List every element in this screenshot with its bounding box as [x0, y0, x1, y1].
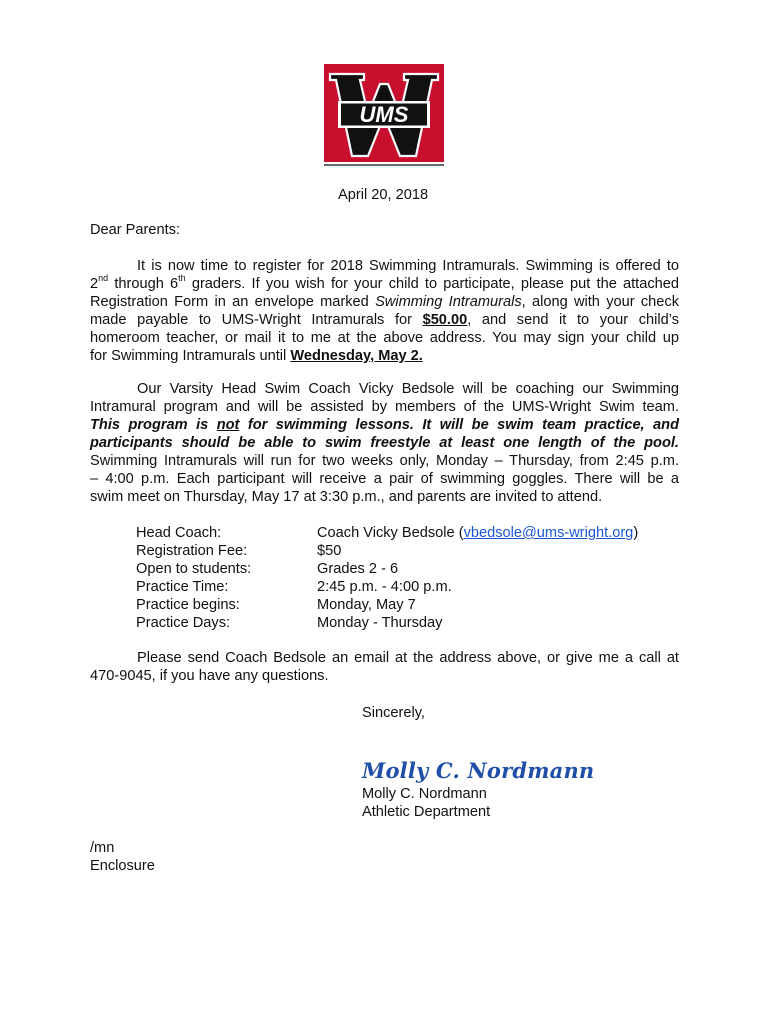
program-details: [136, 524, 638, 632]
practice-time-label: Practice Time:: [136, 579, 229, 595]
practice-begins-label: Practice begins:: [136, 597, 240, 613]
p1-line-2-start: 2: [90, 276, 99, 292]
not-emphasis: not: [216, 417, 240, 433]
ums-wright-logo: [324, 64, 444, 166]
fee-label: Registration Fee:: [136, 543, 248, 559]
p1-line-5: homeroom teacher, or mail it to me at the above address. You may sign your child up: [90, 330, 679, 346]
p1-line-4-start: made payable to UMS-Wright Intramurals for: [90, 312, 423, 328]
head-coach-value: [317, 524, 638, 542]
p1-line-2: [90, 275, 679, 293]
coach-email-link[interactable]: vbedsole@ums-wright.org: [463, 525, 634, 541]
open-to-value: Grades 2 - 6: [317, 561, 399, 577]
p2-line-6: – 4:00 p.m. Each participant will receive a pair of swimming goggles. There will be a: [90, 471, 679, 487]
detail-row-head-coach: [136, 524, 638, 542]
p2-line-3-end: for swimming lessons. It will be swim team practice, and: [239, 417, 679, 433]
p3-line-1: Please send Coach Bedsole an email at the address above, or give me a call at: [137, 650, 679, 666]
p1-sup-th: th: [178, 273, 186, 284]
typist-initials: /mn: [90, 840, 115, 856]
logo-text: UMS: [359, 102, 409, 127]
signature: Molly C. Nordmann: [362, 758, 595, 783]
practice-begins-value: Monday, May 7: [317, 597, 416, 613]
p1-line-6-start: for Swimming Intramurals until: [90, 348, 291, 364]
registration-paragraph: [90, 257, 679, 365]
p1-line-2-end: graders. If you wish for your child to participate, please put the attached: [185, 276, 679, 292]
enclosure-note: Enclosure: [90, 858, 155, 874]
detail-row-open-to: [136, 560, 638, 578]
p3-line-2: 470-9045, if you have any questions.: [90, 668, 329, 684]
p1-line-2-mid: through 6: [108, 276, 179, 292]
head-coach-close-paren: ): [633, 525, 639, 541]
practice-days-value: Monday - Thursday: [317, 615, 443, 631]
p2-line-4: participants should be able to swim freestyle at least one length of the pool.: [90, 435, 679, 451]
p1-line-1: It is now time to register for 2018 Swimming Intramurals. Swimming is offered to: [137, 258, 679, 274]
p2-line-3-start: This program is: [90, 417, 217, 433]
letter-greeting: Dear Parents:: [90, 222, 181, 238]
fee-amount: $50.00: [422, 312, 468, 328]
p2-line-2: Intramural program and will be assisted by members of the UMS-Wright Swim team.: [90, 399, 679, 415]
p1-line-3: [90, 293, 679, 311]
detail-row-practice-days: [136, 614, 638, 632]
detail-row-fee: [136, 542, 638, 560]
p2-line-7: swim meet on Thursday, May 17 at 3:30 p.m., and parents are invited to attend.: [90, 489, 603, 505]
ums-w-logo-graphic: [324, 64, 444, 166]
p2-line-3: [90, 416, 679, 434]
p1-line-4: [90, 311, 679, 329]
program-paragraph: [90, 380, 679, 506]
p1-line-3-start: Registration Form in an envelope marked: [90, 294, 376, 310]
signer-department: Athletic Department: [362, 804, 491, 820]
open-to-label: Open to students:: [136, 561, 252, 577]
p2-line-1: Our Varsity Head Swim Coach Vicky Bedsole will be coaching our Swimming: [137, 381, 679, 397]
letter-date: April 20, 2018: [338, 187, 429, 203]
registration-deadline: Wednesday, May 2.: [290, 348, 423, 364]
detail-row-practice-time: [136, 578, 638, 596]
contact-paragraph: [90, 649, 679, 685]
letter-closing: Sincerely,: [362, 705, 425, 721]
practice-days-label: Practice Days:: [136, 615, 231, 631]
detail-row-practice-begins: [136, 596, 638, 614]
p1-sup-nd: nd: [98, 273, 109, 284]
p1-line-6: [90, 347, 679, 365]
signer-name: Molly C. Nordmann: [362, 786, 487, 802]
p1-line-3-end: , along with your check: [521, 294, 679, 310]
practice-time-value: 2:45 p.m. - 4:00 p.m.: [317, 579, 452, 595]
p1-line-4-end: , and send it to your child’s: [467, 312, 679, 328]
head-coach-label: Head Coach:: [136, 525, 222, 541]
p2-line-5: Swimming Intramurals will run for two weeks only, Monday – Thursday, from 2:45 p.m.: [90, 453, 679, 469]
head-coach-name: Coach Vicky Bedsole (: [317, 525, 464, 541]
envelope-label-italic: Swimming Intramurals: [375, 294, 522, 310]
fee-value: $50: [317, 543, 342, 559]
